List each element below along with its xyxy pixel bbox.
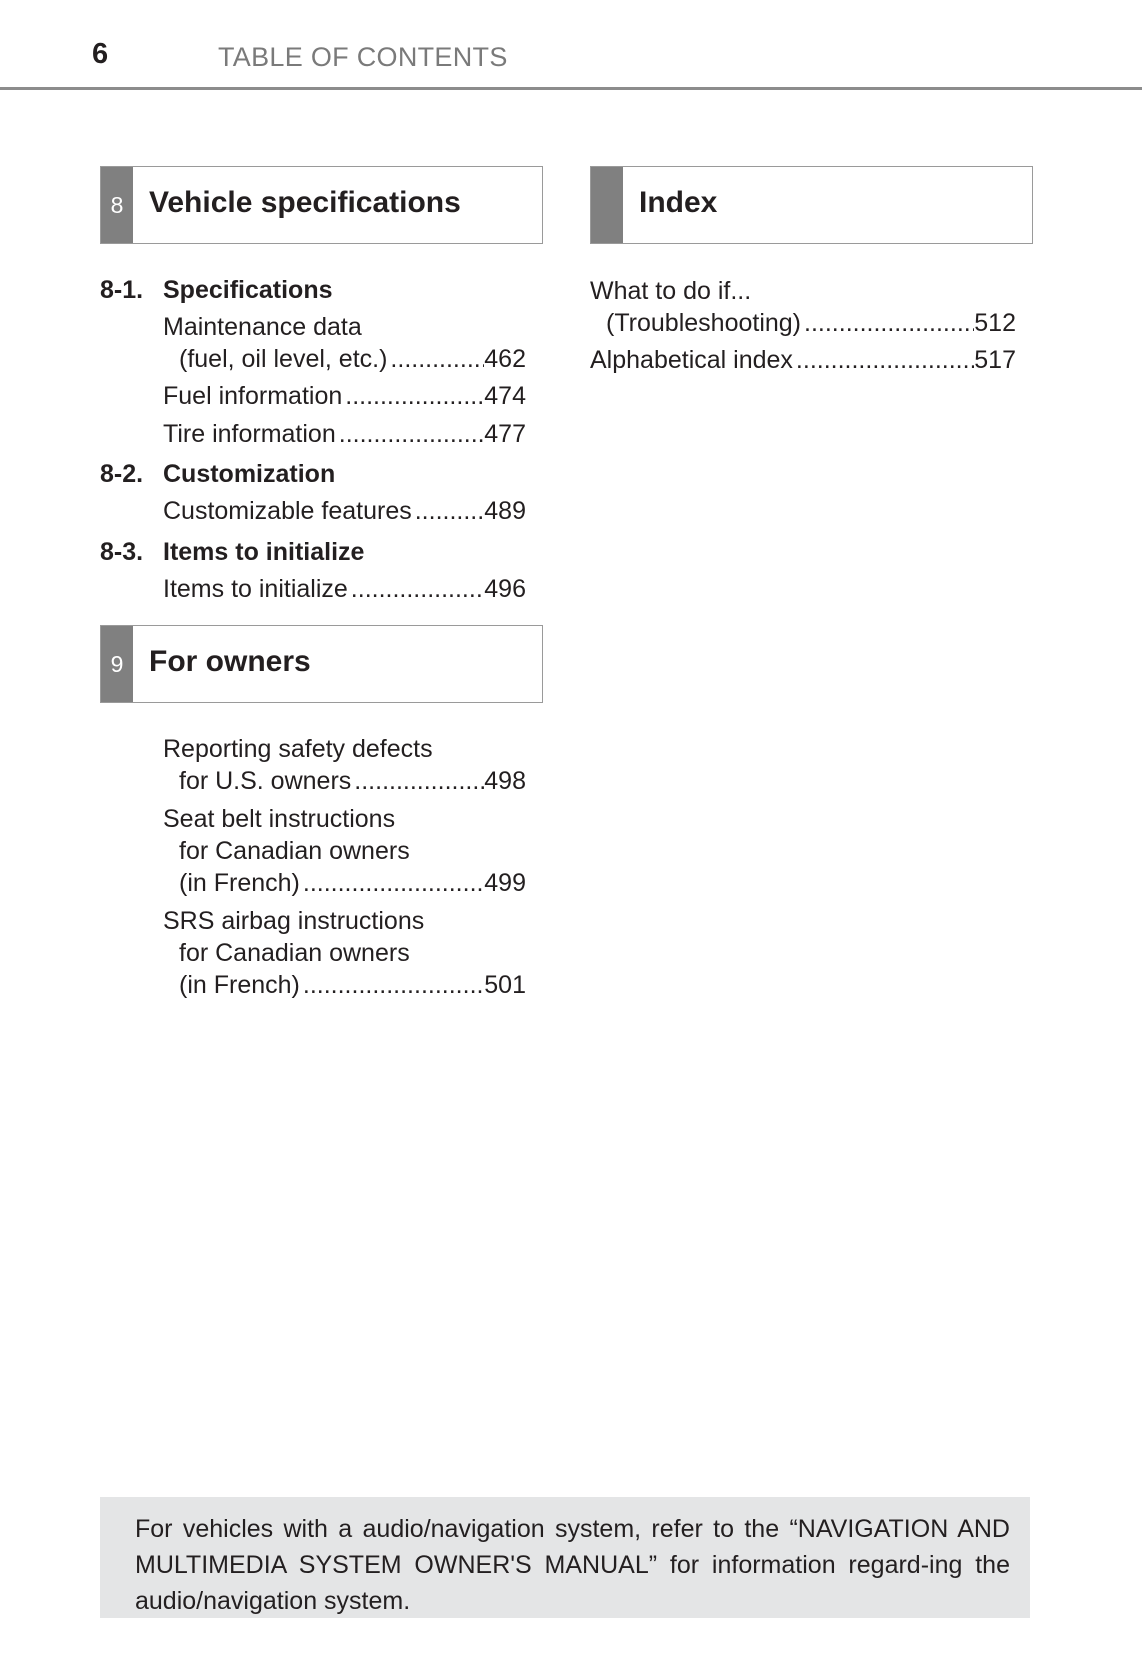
chapter-9-header (100, 625, 543, 703)
page-number: 6 (92, 38, 109, 70)
section-8-3-number: 8-3. (100, 538, 144, 566)
toc-entry-page: 512 (974, 309, 1016, 337)
toc-entry-seat-belt[interactable] (179, 869, 526, 898)
toc-entry-seat-belt-line2[interactable]: for Canadian owners (179, 837, 410, 865)
toc-entry-text: (in French) (179, 971, 300, 999)
toc-entry-reporting-safety[interactable] (179, 767, 526, 796)
dot-leader (801, 309, 974, 338)
toc-entry-page: 517 (974, 346, 1016, 374)
toc-entry-srs-airbag-line2[interactable]: for Canadian owners (179, 939, 410, 967)
index-tab (591, 167, 623, 243)
toc-entry-page: 489 (484, 497, 526, 525)
toc-entry-text: Customizable features (163, 497, 412, 525)
toc-entry-text: Alphabetical index (590, 346, 793, 374)
toc-entry-customizable-features[interactable] (163, 497, 526, 526)
dot-leader (336, 420, 485, 449)
index-header (590, 166, 1033, 244)
toc-entry-text: Tire information (163, 420, 336, 448)
toc-entry-page: 501 (484, 971, 526, 999)
navigation-note (100, 1497, 1030, 1618)
section-8-2-number: 8-2. (100, 460, 144, 488)
toc-entry-page: 499 (484, 869, 526, 897)
dot-leader (412, 497, 485, 526)
dot-leader (387, 345, 484, 374)
header-rule (0, 87, 1142, 90)
toc-entry-maintenance-data[interactable] (179, 345, 526, 374)
toc-entry-text: (fuel, oil level, etc.) (179, 345, 388, 373)
toc-entry-fuel-information[interactable] (163, 382, 526, 411)
index-title: Index (639, 186, 718, 219)
toc-entry-page: 496 (484, 575, 526, 603)
running-title: TABLE OF CONTENTS (218, 42, 508, 72)
dot-leader (793, 346, 974, 375)
toc-entry-text: (Troubleshooting) (606, 309, 802, 337)
toc-entry-page: 498 (484, 767, 526, 795)
dot-leader (342, 382, 484, 411)
chapter-8-header (100, 166, 543, 244)
chapter-8-tab: 8 (101, 167, 133, 243)
chapter-8-title: Vehicle specifications (149, 186, 461, 219)
toc-entry-reporting-safety-line1[interactable]: Reporting safety defects (163, 735, 433, 763)
toc-entry-items-to-initialize[interactable] (163, 575, 526, 604)
toc-entry-text: (in French) (179, 869, 300, 897)
section-8-1-title[interactable]: Specifications (163, 276, 333, 304)
toc-entry-text: Fuel information (163, 382, 343, 410)
toc-entry-maintenance-data-line1[interactable]: Maintenance data (163, 313, 362, 341)
toc-entry-text: for U.S. owners (179, 767, 352, 795)
dot-leader (348, 575, 484, 604)
toc-entry-page: 462 (484, 345, 526, 373)
toc-entry-troubleshooting[interactable] (606, 309, 1016, 338)
dot-leader (300, 869, 484, 898)
toc-entry-srs-airbag-line1[interactable]: SRS airbag instructions (163, 907, 425, 935)
toc-entry-troubleshooting-line1[interactable]: What to do if... (590, 277, 752, 305)
chapter-9-title: For owners (149, 645, 311, 678)
dot-leader (300, 971, 484, 1000)
navigation-note-text: For vehicles with a audio/navigation system, refer to the “NAVIGATION AND MULTIMEDIA SYSTEM OWNER'S MANUAL” for information regard-ing the audio/navigation system. (135, 1515, 1010, 1615)
toc-entry-page: 474 (484, 382, 526, 410)
toc-entry-seat-belt-line1[interactable]: Seat belt instructions (163, 805, 396, 833)
section-8-2-title[interactable]: Customization (163, 460, 336, 488)
toc-entry-alphabetical-index[interactable] (590, 346, 1016, 375)
dot-leader (351, 767, 484, 796)
toc-entry-tire-information[interactable] (163, 420, 526, 449)
section-8-1-number: 8-1. (100, 276, 144, 304)
toc-entry-page: 477 (484, 420, 526, 448)
toc-entry-text: Items to initialize (163, 575, 348, 603)
chapter-9-tab: 9 (101, 626, 133, 702)
toc-entry-srs-airbag[interactable] (179, 971, 526, 1000)
section-8-3-title[interactable]: Items to initialize (163, 538, 365, 566)
